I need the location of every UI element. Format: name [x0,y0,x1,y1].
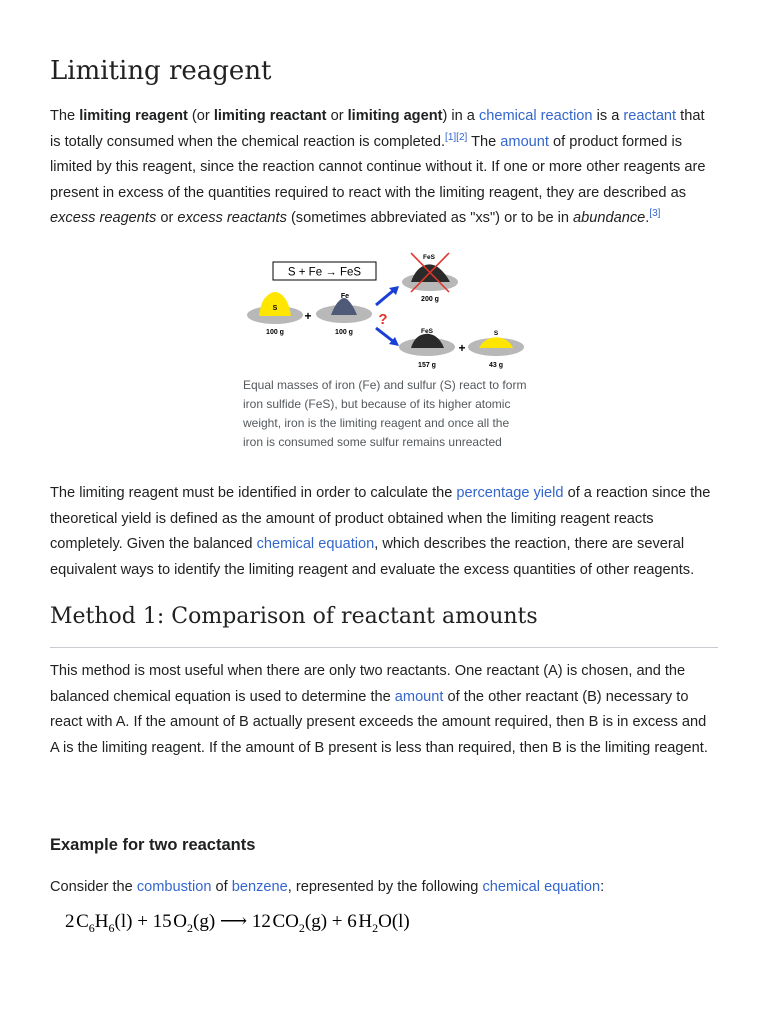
text: or [156,210,178,227]
text: , represented by the following [287,879,483,895]
paragraph-example [50,875,718,901]
subscript: 2 [187,920,193,935]
subscript: 2 [298,920,305,935]
sulfur-label: S [272,305,278,312]
mass-label: 43 g [488,362,504,369]
sulfur-label: S [493,330,499,337]
figure-caption: Equal masses of iron (Fe) and sulfur (S) react to form iron sulfide (FeS), but because of its higher atomic weight, iron is the limiting reagent and once all the iron is consumed some sulfur remains unreacted [243,378,527,449]
link-combustion[interactable]: combustion [136,879,212,895]
question-mark: ? [378,311,388,328]
text: is a [592,108,624,124]
mass-label: 157 g [418,362,436,369]
link-chemical-equation[interactable]: chemical equation [482,879,601,895]
text: : [600,879,605,895]
subscript: 6 [108,920,115,935]
paragraph-identification [50,481,718,583]
italic-term: abundance [573,210,646,227]
text: (sometimes abbreviated as "xs") or to be in [286,210,574,227]
citation-3[interactable]: [3] [649,208,661,220]
element: H [358,911,373,932]
link-chemical-reaction[interactable]: chemical reaction [478,108,593,124]
link-amount[interactable]: amount [500,133,549,150]
reaction-diagram [243,250,533,375]
text: of product formed is limited by this reagent, since the reaction cannot continue without it. If one or more other reagents are present in excess of the quantities required to react with the limiting reagent, they are described as [50,133,706,201]
link-benzene[interactable]: benzene [231,879,288,895]
reaction-figure[interactable] [243,250,533,375]
page-title: Limiting reagent [50,56,272,86]
equation-part: O(l) [378,911,410,932]
element: O [173,911,187,932]
link-percentage-yield[interactable]: percentage yield [456,485,564,501]
element: H [94,911,109,932]
text: ) in a [442,108,479,124]
text: The [467,133,501,150]
text: of the other reactant (B) necessary to react with A. If the amount of B actually present exceeds the amount required, then B is in excess and A is the limiting reagent. If the amount of B present is less than required, then B is the limiting reagent. [50,688,708,756]
bold-term: limiting reagent [79,108,188,124]
italic-term: excess reagents [50,210,157,227]
iron-label: Fe [340,293,350,300]
element: C [76,911,89,932]
link-chemical-equation[interactable]: chemical equation [256,536,375,553]
mass-label: 100 g [335,329,353,336]
subsection-heading-example: Example for two reactants [50,836,256,854]
text: (or [187,108,214,124]
mass-label: 200 g [421,296,439,303]
text: that is totally consumed when the chemical reaction is completed. [50,108,705,150]
heading-divider [50,647,718,648]
text: The limiting reagent must be identified in order to calculate the [50,485,457,501]
plus-sign: + [458,341,466,355]
equation-part: (l) + 15 [114,911,172,932]
fes-label: FeS [423,254,435,261]
subscript: 6 [88,920,95,935]
paragraph-method-1 [50,659,718,761]
equation-part: (g) ⟶ 12 [193,911,271,932]
equation-box-text: S + Fe → FeS [287,266,362,279]
section-heading-method-1: Method 1: Comparison of reactant amounts [50,604,538,629]
text: This method is most useful when there are only two reactants. One reactant (A) is chosen, and the balanced chemical equation is used to determine the [50,663,686,705]
iron-sulfide-pile [411,334,444,348]
text: of a reaction since the theoretical yield is defined as the amount of product obtained when the limiting reagent reacts completely. Given the balanced [50,485,711,553]
benzene-combustion-equation [65,910,410,936]
bold-term: limiting reactant [213,108,327,124]
intro-paragraph [50,104,718,232]
bold-term: limiting agent [347,108,443,124]
text: . [645,210,650,227]
coefficient: 2 [65,911,75,932]
text: Consider the [50,879,137,895]
link-reactant[interactable]: reactant [623,108,677,124]
text: of [211,879,232,895]
text: or [326,108,348,124]
arrow-up [376,290,394,305]
element: CO [272,911,299,932]
plus-sign: + [304,309,312,323]
link-amount[interactable]: amount [394,688,444,705]
mass-label: 100 g [266,329,284,336]
text: The [50,108,80,124]
arrow-down [376,328,394,342]
italic-term: excess reactants [177,210,287,227]
citation-2[interactable]: [2] [456,131,468,143]
text: , which describes the reaction, there are several equivalent ways to identify the limiting reagent and evaluate the excess quantities of other reagents. [50,536,695,578]
citation-1[interactable]: [1] [445,131,457,143]
subscript: 2 [372,920,379,935]
fes-label: FeS [421,328,433,335]
sulfur-pile [259,292,291,316]
equation-part: (g) + 6 [304,911,357,932]
